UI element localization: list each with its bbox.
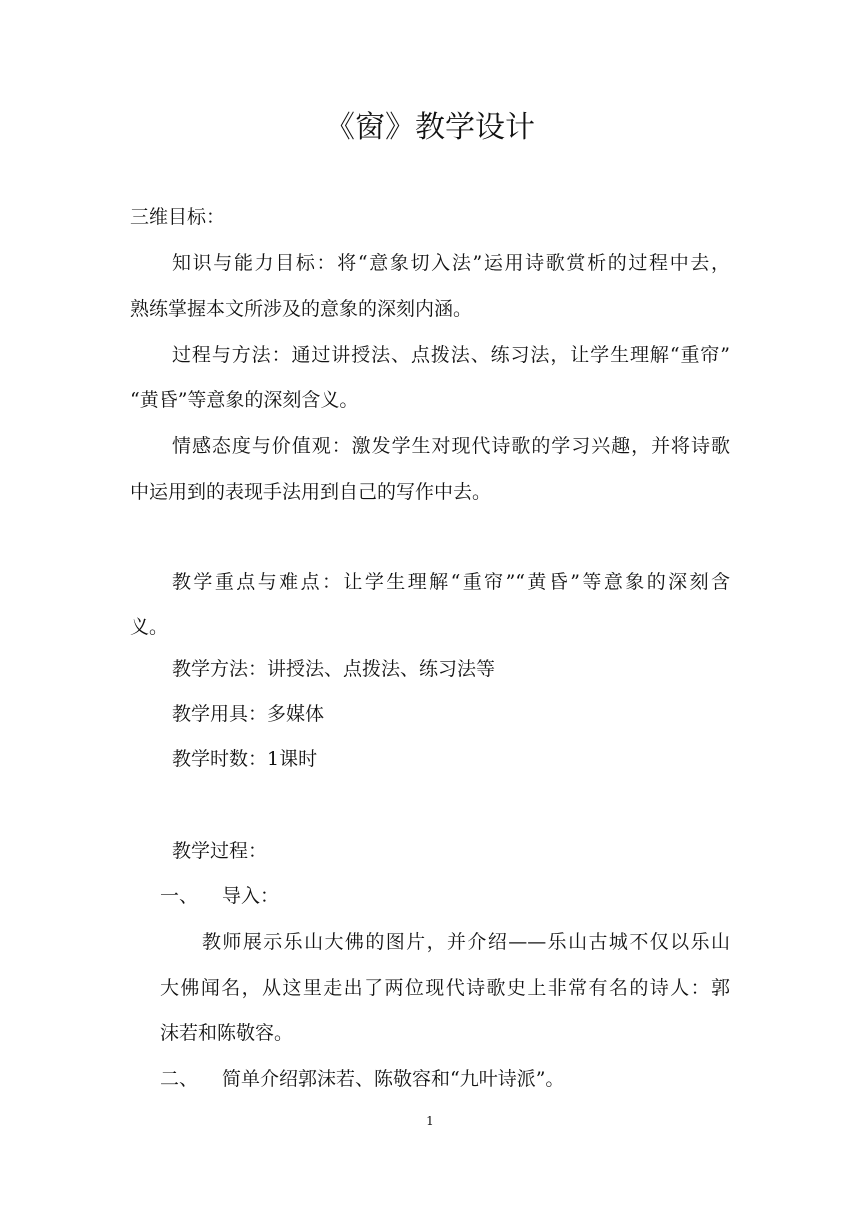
teaching-hours: 教学时数：1课时: [172, 748, 318, 770]
key-points-line-1: 教学重点与难点：让学生理解“重帘”“黄昏”等意象的深刻含: [172, 571, 730, 593]
step1-body-line-1: 教师展示乐山大佛的图片，并介绍——乐山古城不仅以乐山: [202, 931, 730, 953]
step2-title: 简单介绍郭沫若、陈敬容和“九叶诗派”。: [222, 1068, 565, 1090]
objective-process-line-2: “黄昏”等意象的深刻含义。: [130, 389, 359, 411]
page-number: 1: [426, 1114, 434, 1128]
step2-number: 二、: [160, 1068, 199, 1090]
step1-body-line-3: 沫若和陈敬容。: [160, 1022, 294, 1044]
objective-emotion-line-2: 中运用到的表现手法用到自己的写作中去。: [130, 481, 492, 503]
process-heading: 教学过程：: [172, 840, 268, 862]
objectives-heading: 三维目标：: [130, 206, 226, 228]
step1-title: 导入：: [222, 885, 280, 907]
objective-knowledge-line-1: 知识与能力目标：将“意象切入法”运用诗歌赏析的过程中去，: [172, 252, 730, 274]
objective-knowledge-line-2: 熟练掌握本文所涉及的意象的深刻内涵。: [130, 298, 473, 320]
key-points-line-2: 义。: [130, 616, 169, 638]
step1-body-line-2: 大佛闻名，从这里走出了两位现代诗歌史上非常有名的诗人：郭: [160, 977, 730, 999]
teaching-tools: 教学用具：多媒体: [172, 703, 325, 725]
objective-emotion-line-1: 情感态度与价值观：激发学生对现代诗歌的学习兴趣，并将诗歌: [172, 435, 730, 457]
document-title: 《窗》教学设计: [325, 110, 535, 145]
step1-number: 一、: [160, 885, 199, 907]
objective-process-line-1: 过程与方法：通过讲授法、点拨法、练习法，让学生理解“重帘”: [172, 344, 730, 366]
teaching-method: 教学方法：讲授法、点拨法、练习法等: [172, 658, 496, 680]
